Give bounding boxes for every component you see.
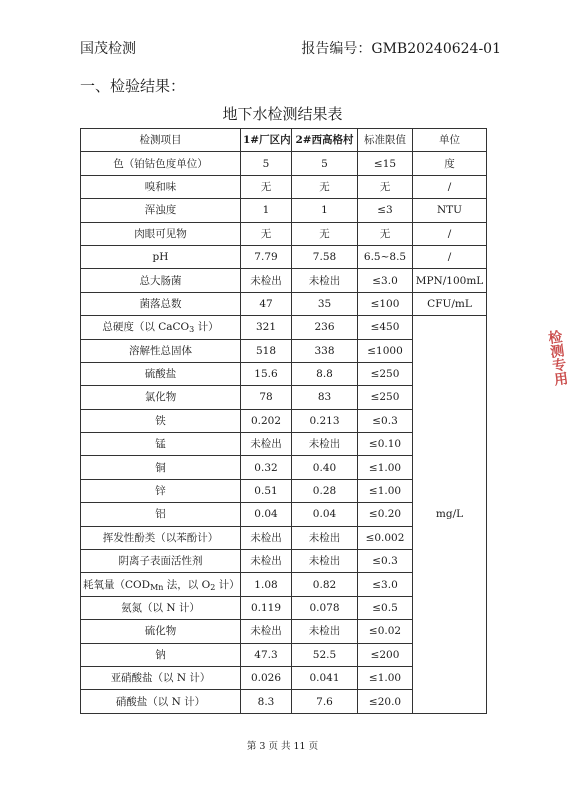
cell-limit: ≤0.002	[358, 526, 413, 549]
cell-site2: 83	[292, 386, 358, 409]
cell-site1: 0.51	[241, 479, 292, 502]
org-name: 国茂检测	[80, 41, 136, 57]
cell-item: 铁	[81, 409, 241, 432]
table-row	[81, 269, 487, 292]
cell-limit: ≤0.20	[358, 503, 413, 526]
item-text-part: 法，以 O	[163, 578, 211, 591]
cell-item: 铜	[81, 456, 241, 479]
cell-item: 亚硝酸盐（以 N 计）	[81, 666, 241, 689]
cell-item: 钠	[81, 643, 241, 666]
cell-site1: 无	[241, 222, 292, 245]
cell-site1: 0.202	[241, 409, 292, 432]
cell-site1: 1.08	[241, 573, 292, 596]
item-text-part: 总硬度（以 CaCO	[102, 321, 190, 334]
cell-site2: 0.40	[292, 456, 358, 479]
cell-limit: ≤15	[358, 152, 413, 175]
cell-limit: ≤1.00	[358, 479, 413, 502]
cell-unit: MPN/100mL	[413, 269, 487, 292]
cell-site2: 5	[292, 152, 358, 175]
cell-item: 嗅和味	[81, 175, 241, 198]
cell-site1: 无	[241, 175, 292, 198]
table-row	[81, 152, 487, 175]
cell-limit: ≤100	[358, 292, 413, 315]
cell-unit: /	[413, 175, 487, 198]
cell-limit: 6.5~8.5	[358, 245, 413, 268]
cell-limit: 无	[358, 222, 413, 245]
table-row	[81, 175, 487, 198]
cell-item: 硫酸盐	[81, 362, 241, 385]
seal-stamp: 检测专用	[545, 329, 570, 387]
table-row	[81, 199, 487, 222]
cell-site2: 未检出	[292, 269, 358, 292]
results-table	[80, 128, 487, 714]
cell-limit: ≤0.3	[358, 550, 413, 573]
cell-limit: ≤250	[358, 362, 413, 385]
item-text-part: 耗氧量（COD	[83, 578, 151, 591]
cell-unit: NTU	[413, 199, 487, 222]
cell-item: 挥发性酚类（以苯酚计）	[81, 526, 241, 549]
col-header-site2: 2#西高格村	[292, 129, 358, 152]
cell-item: 锰	[81, 433, 241, 456]
cell-item: pH	[81, 245, 241, 268]
cell-item: 锌	[81, 479, 241, 502]
cell-unit-merged: mg/L	[413, 316, 487, 714]
cell-site1: 7.79	[241, 245, 292, 268]
cell-item	[81, 573, 241, 596]
cell-site2: 338	[292, 339, 358, 362]
cell-site2: 未检出	[292, 550, 358, 573]
cell-limit: ≤1.00	[358, 666, 413, 689]
section-title: 一、检验结果：	[80, 77, 186, 95]
cell-item: 肉眼可见物	[81, 222, 241, 245]
cell-item: 硝酸盐（以 N 计）	[81, 690, 241, 713]
cell-limit: ≤0.3	[358, 409, 413, 432]
cell-site1: 0.32	[241, 456, 292, 479]
cell-item: 总大肠菌	[81, 269, 241, 292]
cell-site2: 未检出	[292, 526, 358, 549]
cell-limit: ≤200	[358, 643, 413, 666]
cell-site1: 5	[241, 152, 292, 175]
cell-site1: 518	[241, 339, 292, 362]
cell-site2: 未检出	[292, 433, 358, 456]
cell-site1: 0.119	[241, 596, 292, 619]
item-subscript: 2	[210, 582, 216, 592]
cell-site1: 未检出	[241, 269, 292, 292]
page-footer: 第 3 页 共 11 页	[246, 741, 319, 752]
cell-site1: 0.026	[241, 666, 292, 689]
cell-site2: 7.58	[292, 245, 358, 268]
cell-site2: 0.213	[292, 409, 358, 432]
cell-unit: /	[413, 222, 487, 245]
table-row	[81, 222, 487, 245]
cell-item	[81, 316, 241, 339]
cell-site2: 无	[292, 222, 358, 245]
item-subscript: 3	[189, 325, 195, 335]
cell-limit: ≤0.10	[358, 433, 413, 456]
col-header-unit: 单位	[413, 129, 487, 152]
cell-site1: 15.6	[241, 362, 292, 385]
cell-site1: 321	[241, 316, 292, 339]
table-header-row	[81, 129, 487, 152]
cell-item: 菌落总数	[81, 292, 241, 315]
table-row	[81, 245, 487, 268]
cell-site1: 47.3	[241, 643, 292, 666]
cell-site1: 47	[241, 292, 292, 315]
col-header-item: 检测项目	[81, 129, 241, 152]
col-header-limit: 标准限值	[358, 129, 413, 152]
cell-item: 阴离子表面活性剂	[81, 550, 241, 573]
cell-site2: 236	[292, 316, 358, 339]
cell-site1: 未检出	[241, 550, 292, 573]
cell-item: 氯化物	[81, 386, 241, 409]
table-row	[81, 292, 487, 315]
cell-site1: 78	[241, 386, 292, 409]
cell-site2: 52.5	[292, 643, 358, 666]
table-title: 地下水检测结果表	[222, 105, 343, 123]
report-number: 报告编号：GMB20240624-01	[301, 41, 501, 57]
cell-item: 色（铂钴色度单位）	[81, 152, 241, 175]
cell-unit: CFU/mL	[413, 292, 487, 315]
table-row	[81, 316, 487, 339]
item-subscript: Mn	[150, 582, 164, 592]
table-body	[81, 152, 487, 713]
cell-site2: 35	[292, 292, 358, 315]
cell-limit: ≤450	[358, 316, 413, 339]
cell-site2: 1	[292, 199, 358, 222]
cell-limit: ≤20.0	[358, 690, 413, 713]
cell-site1: 8.3	[241, 690, 292, 713]
cell-limit: ≤3.0	[358, 573, 413, 596]
col-header-site1: 1#厂区内	[241, 129, 292, 152]
cell-site2: 0.04	[292, 503, 358, 526]
cell-site2: 0.041	[292, 666, 358, 689]
cell-site1: 未检出	[241, 620, 292, 643]
cell-site2: 8.8	[292, 362, 358, 385]
cell-site2: 0.078	[292, 596, 358, 619]
cell-item: 溶解性总固体	[81, 339, 241, 362]
cell-item: 硫化物	[81, 620, 241, 643]
cell-limit: ≤3	[358, 199, 413, 222]
cell-site2: 0.82	[292, 573, 358, 596]
cell-site1: 0.04	[241, 503, 292, 526]
cell-limit: ≤3.0	[358, 269, 413, 292]
item-text-part: 计）	[194, 321, 219, 334]
cell-limit: ≤250	[358, 386, 413, 409]
cell-site2: 未检出	[292, 620, 358, 643]
cell-unit: 度	[413, 152, 487, 175]
cell-item: 浑浊度	[81, 199, 241, 222]
cell-site1: 未检出	[241, 433, 292, 456]
cell-limit: ≤1000	[358, 339, 413, 362]
cell-site2: 7.6	[292, 690, 358, 713]
cell-site2: 0.28	[292, 479, 358, 502]
cell-limit: 无	[358, 175, 413, 198]
cell-site2: 无	[292, 175, 358, 198]
cell-limit: ≤1.00	[358, 456, 413, 479]
cell-item: 氨氮（以 N 计）	[81, 596, 241, 619]
cell-limit: ≤0.02	[358, 620, 413, 643]
cell-limit: ≤0.5	[358, 596, 413, 619]
item-text-part: 计）	[215, 578, 240, 591]
cell-site1: 未检出	[241, 526, 292, 549]
cell-unit: /	[413, 245, 487, 268]
cell-site1: 1	[241, 199, 292, 222]
cell-item: 铝	[81, 503, 241, 526]
